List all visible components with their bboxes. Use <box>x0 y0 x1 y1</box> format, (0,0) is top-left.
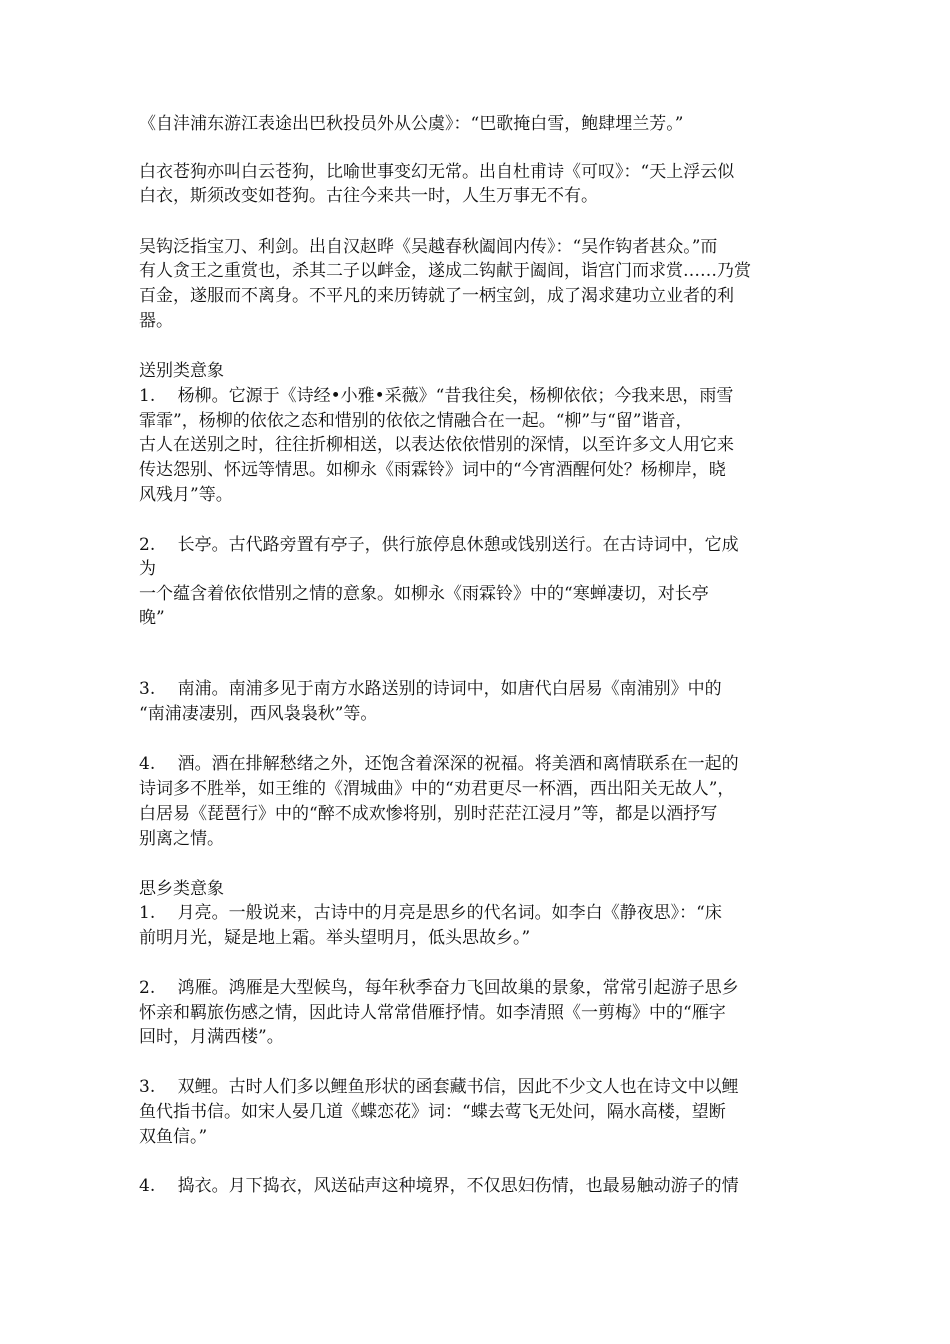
text-line: 古人在送别之时，往往折柳相送，以表达依依惜别的深情，以至许多文人用它来 <box>139 435 734 455</box>
text-line: 风残月”等。 <box>139 485 233 505</box>
text-line: 百金，遂服而不离身。不平凡的来历铸就了一柄宝剑，成了渴求建功立业者的利 <box>139 286 734 306</box>
text-line: 诗词多不胜举，如王维的《渭城曲》中的“劝君更尽一杯酒，西出阳关无故人”， <box>139 779 735 799</box>
text-line: 前明月光，疑是地上霜。举头望明月，低头思故乡。” <box>139 928 531 948</box>
text-line: 吴钩泛指宝刀、利剑。出自汉赵晔《吴越春秋阖闾内传》：“吴作钩者甚众。”而 <box>139 237 718 257</box>
text-line: 双鱼信。” <box>139 1127 208 1147</box>
text-line: 白居易《琵琶行》中的“醉不成欢惨将别，别时茫茫江浸月”等，都是以酒抒写 <box>139 804 718 824</box>
list-item-text: 1. 月亮。一般说来，古诗中的月亮是思乡的代名词。如李白《静夜思》：“床 <box>139 903 722 923</box>
list-item-text: 4. 捣衣。月下捣衣，风送砧声这种境界，不仅思妇伤情，也最易触动游子的情 <box>139 1176 739 1196</box>
text-line: 为 <box>139 559 156 579</box>
text-line: 霏霏”，杨柳的依依之态和惜别的依依之情融合在一起。“柳”与“留”谐音， <box>139 411 693 431</box>
text-line: 白衣苍狗亦叫白云苍狗，比喻世事变幻无常。出自杜甫诗《可叹》：“天上浮云似 <box>139 162 735 182</box>
text-line: 白衣，斯须改变如苍狗。古往今来共一时，人生万事无不有。 <box>139 186 598 206</box>
text-line: 别离之情。 <box>139 829 224 849</box>
list-item-text: 4. 酒。酒在排解愁绪之外，还饱含着深深的祝福。将美酒和离情联系在一起的 <box>139 754 739 774</box>
text-line: 器。 <box>139 311 173 331</box>
list-item-text: 2. 鸿雁。鸿雁是大型候鸟，每年秋季奋力飞回故巢的景象，常常引起游子思乡 <box>139 978 739 998</box>
text-line: 《自沣浦东游江表途出巴秋投员外从公虞》：“巴歌掩白雪，鲍肆埋兰芳。” <box>139 114 684 134</box>
text-line: 鱼代指书信。如宋人晏几道《蝶恋花》词：“蝶去莺飞无处问，隔水高楼，望断 <box>139 1102 726 1122</box>
text-line: 晚” <box>139 608 165 628</box>
text-line: 有人贪王之重赏也，杀其二子以衅金，遂成二钩献于阖闾，诣宫门而求赏……乃赏 <box>139 261 751 281</box>
list-item-text: 3. 双鲤。古时人们多以鲤鱼形状的函套藏书信，因此不少文人也在诗文中以鲤 <box>139 1077 739 1097</box>
text-line: 一个蕴含着依依惜别之情的意象。如柳永《雨霖铃》中的“寒蝉凄切，对长亭 <box>139 584 709 604</box>
text-line: 回时，月满西楼”。 <box>139 1027 284 1047</box>
text-line: 怀亲和羁旅伤感之情，因此诗人常常借雁抒情。如李清照《一剪梅》中的“雁字 <box>139 1003 726 1023</box>
text-line: 传达怨别、怀远等情思。如柳永《雨霖铃》词中的“今宵酒醒何处？杨柳岸，晓 <box>139 460 726 480</box>
section-heading: 送别类意象 <box>139 361 224 381</box>
text-line: “南浦凄凄别，西风袅袅秋”等。 <box>139 704 378 724</box>
list-item-text: 1. 杨柳。它源于《诗经•小雅•采薇》“昔我往矣，杨柳依依；今我来思，雨雪 <box>139 386 734 406</box>
list-item-text: 2. 长亭。古代路旁置有亭子，供行旅停息休憩或饯别送行。在古诗词中，它成 <box>139 535 739 555</box>
section-heading: 思乡类意象 <box>139 879 224 899</box>
list-item-text: 3. 南浦。南浦多见于南方水路送别的诗词中，如唐代白居易《南浦别》中的 <box>139 679 722 699</box>
